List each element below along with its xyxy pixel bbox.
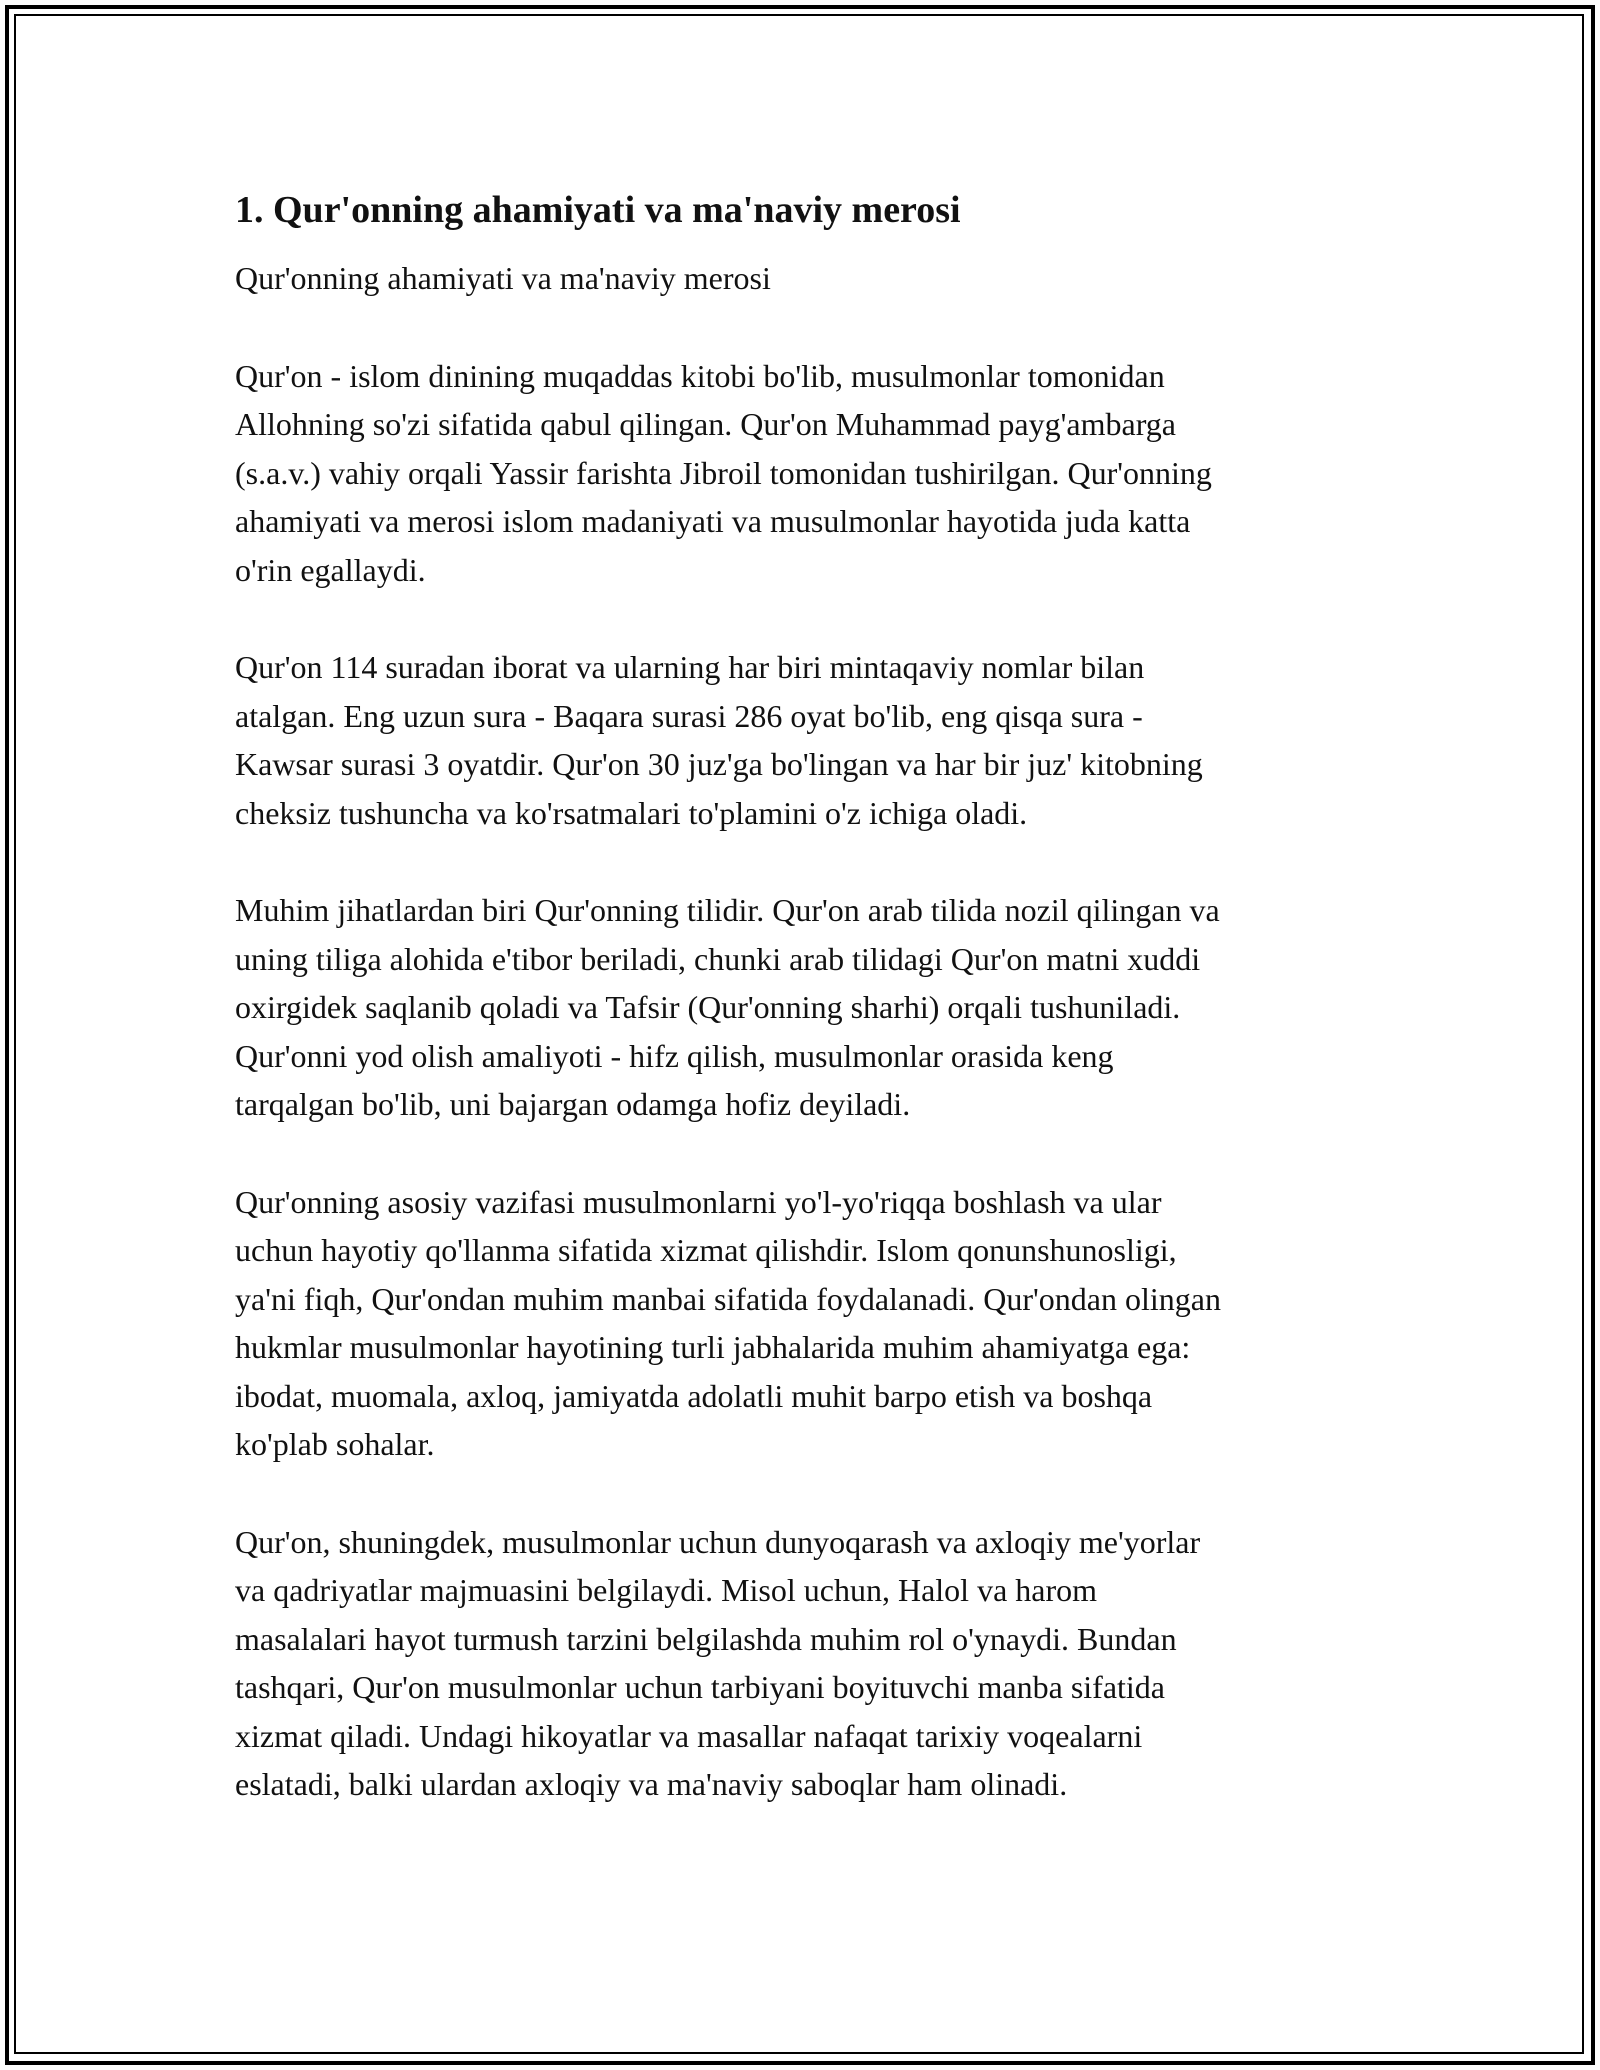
document-body: [235, 186, 1375, 1858]
document-subtitle: Qur'onning ahamiyati va ma'naviy merosi: [235, 260, 771, 296]
document-title: 1. Qur'onning ahamiyati va ma'naviy merosi: [235, 189, 961, 231]
paragraph-3: Muhim jihatlardan biri Qur'onning tilidir. Qur'on arab tilida nozil qilingan va uning tiliga alohida e'tibor beriladi, chunki arab tilidagi Qur'on matni xuddi oxirgidek saqlanib qoladi va Tafsir (Qur'onning sharhi) orqali tushuniladi. Qur'onni yod olish amaliyoti - hifz qilish, musulmonlar orasida keng tarqalgan bo'lib, uni bajargan odamga hofiz deyiladi.: [235, 892, 1220, 1122]
paragraph-5: Qur'on, shuningdek, musulmonlar uchun dunyoqarash va axloqiy me'yorlar va qadriyatlar majmuasini belgilaydi. Misol uchun, Halol va harom masalalari hayot turmush tarzini belgilashda muhim rol o'ynaydi. Bundan tashqari, Qur'on musulmonlar uchun tarbiyani boyituvchi manba sifatida xizmat qiladi. Undagi hikoyatlar va masallar nafaqat tarixiy voqealarni eslatadi, balki ulardan axloqiy va ma'naviy saboqlar ham olinadi.: [235, 1523, 1201, 1802]
paragraph-1: Qur'on - islom dinining muqaddas kitobi bo'lib, musulmonlar tomonidan Allohning so'zi sifatida qabul qilingan. Qur'on Muhammad payg'ambarga (s.a.v.) vahiy orqali Yassir farishta Jibroil tomonidan tushirilgan. Qur'onning ahamiyati va merosi islom madaniyati va musulmonlar hayotida juda katta o'rin egallaydi.: [235, 357, 1212, 588]
paragraph-4: Qur'onning asosiy vazifasi musulmonlarni yo'l-yo'riqqa boshlash va ular uchun hayotiy qo'llanma sifatida xizmat qilishdir. Islom qonunshunosligi, ya'ni fiqh, Qur'ondan muhim manbai sifatida foydalanadi. Qur'ondan olingan hukmlar musulmonlar hayotining turli jabhalarida muhim ahamiyatga ega: ibodat, muomala, axloq, jamiyatda adolatli muhit barpo etish va boshqa ko'plab sohalar.: [235, 1183, 1221, 1462]
paragraph-2: Qur'on 114 suradan iborat va ularning har biri mintaqaviy nomlar bilan atalgan. Eng uzun sura - Baqara surasi 286 oyat bo'lib, eng qisqa sura - Kawsar surasi 3 oyatdir. Qur'on 30 juz'ga bo'lingan va har bir juz' kitobning cheksiz tushuncha va ko'rsatmalari to'plamini o'z ichiga oladi.: [235, 649, 1203, 831]
